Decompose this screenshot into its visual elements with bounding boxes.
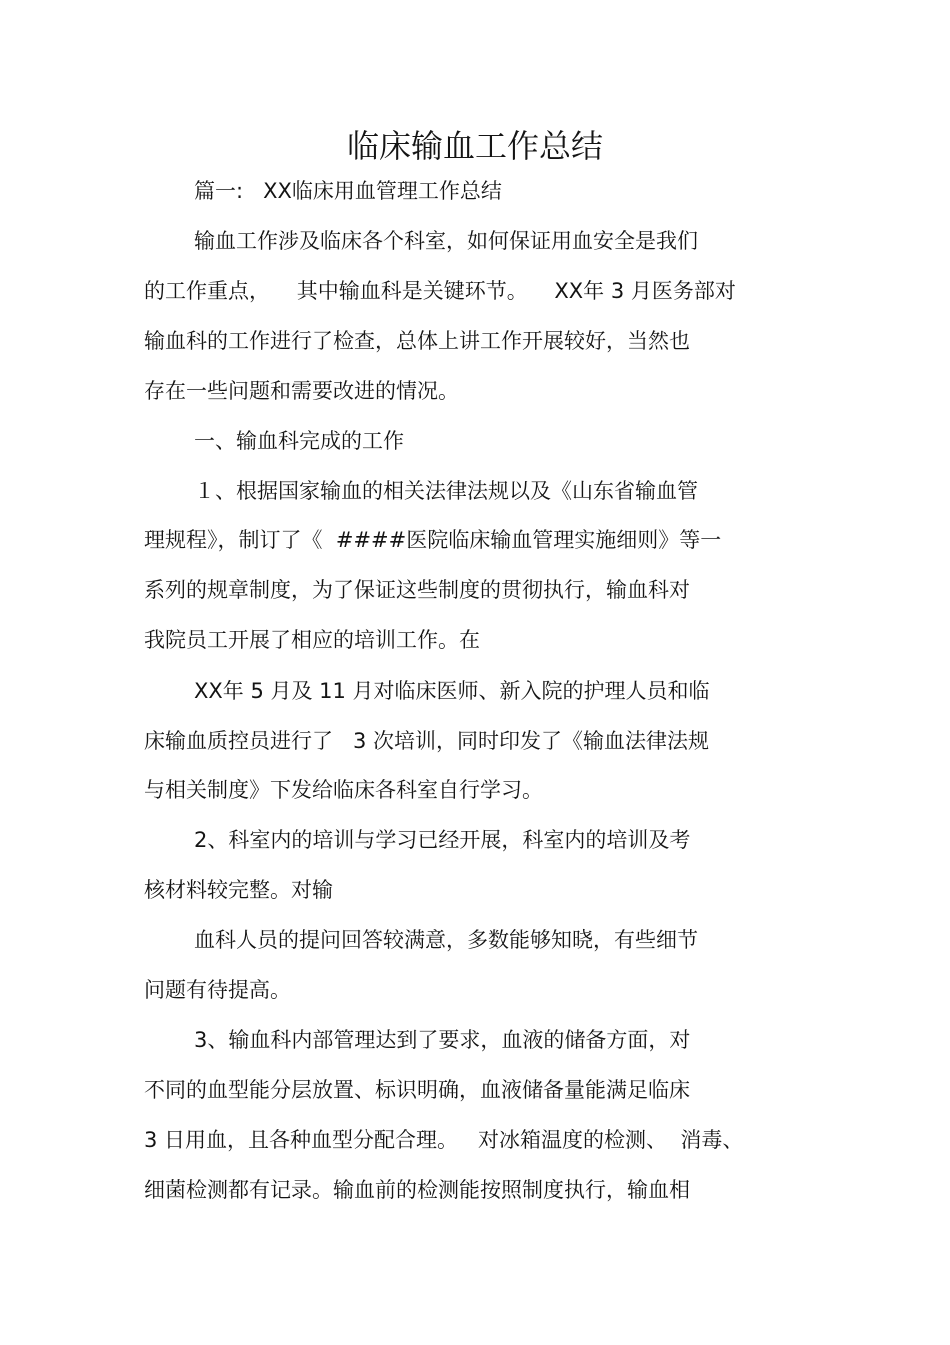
paragraph-line: 2、科室内的培训与学习已经开展，科室内的培训及考 [194, 828, 691, 852]
paragraph-line: 细菌检测都有记录。输血前的检测能按照制度执行，输血相 [144, 1178, 690, 1202]
paragraph-line: 理规程》，制订了《 ####医院临床输血管理实施细则》等一 [144, 528, 722, 552]
paragraph-line: 3 日用血，且各种血型分配合理。 对冰箱温度的检测、 消毒、 [144, 1128, 744, 1152]
paragraph-line: 系列的规章制度，为了保证这些制度的贯彻执行，输血科对 [144, 578, 690, 602]
paragraph-line: 我院员工开展了相应的培训工作。在 [144, 628, 480, 652]
paragraph-line: 输血科的工作进行了检查，总体上讲工作开展较好，当然也 [144, 329, 690, 353]
paragraph-line: 的工作重点， 其中输血科是关键环节。 XX年 3 月医务部对 [144, 279, 736, 303]
paragraph-line: １、根据国家输血的相关法律法规以及《山东省输血管 [194, 479, 698, 503]
paragraph-line: 存在一些问题和需要改进的情况。 [144, 379, 459, 403]
section-heading: 篇一: XX临床用血管理工作总结 [194, 179, 502, 203]
document-title: 临床输血工作总结 [346, 127, 603, 165]
paragraph-line: 3、输血科内部管理达到了要求，血液的储备方面，对 [194, 1028, 691, 1052]
paragraph-line: 床输血质控员进行了 3 次培训，同时印发了《输血法律法规 [144, 729, 710, 753]
paragraph-line: 与相关制度》下发给临床各科室自行学习。 [144, 778, 543, 802]
section-heading: 一、输血科完成的工作 [194, 429, 404, 453]
paragraph-line: 核材料较完整。对输 [144, 878, 333, 902]
paragraph-line: 不同的血型能分层放置、标识明确，血液储备量能满足临床 [144, 1078, 690, 1102]
paragraph-line: 问题有待提高。 [144, 978, 291, 1002]
paragraph-line: 血科人员的提问回答较满意，多数能够知晓，有些细节 [194, 928, 698, 952]
paragraph-line: 输血工作涉及临床各个科室，如何保证用血安全是我们 [194, 229, 698, 253]
paragraph-line: XX年 5 月及 11 月对临床医师、新入院的护理人员和临 [194, 679, 710, 703]
